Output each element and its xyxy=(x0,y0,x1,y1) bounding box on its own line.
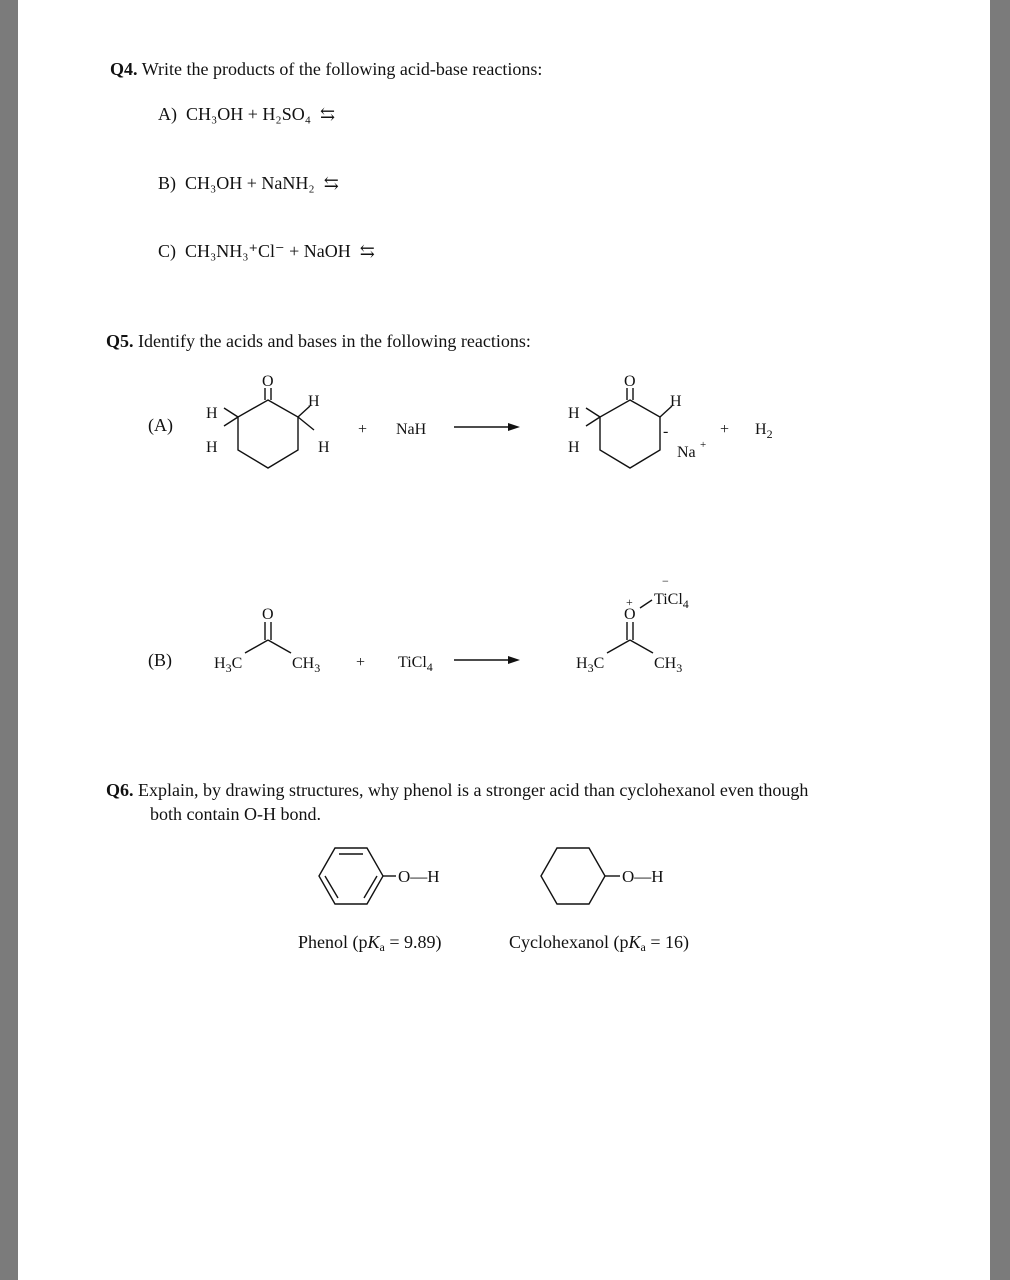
product-b-methyl-right: $CH_3$ xyxy=(654,655,683,675)
reaction-a-plus-2: + xyxy=(720,421,730,438)
q4-prompt: Write the products of the following acid-base reactions: xyxy=(141,59,543,79)
equilibrium-arrow-icon: ⇆ xyxy=(323,173,339,193)
product-a-sodium-charge: + xyxy=(700,439,707,451)
cyclohexanol-hydroxyl: O—H xyxy=(622,867,664,886)
cyclohexane-ring xyxy=(600,400,660,468)
q4-reaction-b-text: CH₃OH + NaNH₂ xyxy=(185,173,315,193)
reactant-a-oxygen: O xyxy=(262,373,274,390)
phenol-hydroxyl: O—H xyxy=(398,867,440,886)
worksheet-page xyxy=(18,0,990,1280)
q4-reaction-c-text: CH₃NH₃⁺Cl⁻ + NaOH xyxy=(185,241,351,261)
q6-prompt-line2: both contain O-H bond. xyxy=(150,804,321,824)
acetone-reactant-structure xyxy=(245,622,291,653)
cyclohexane-ring xyxy=(238,400,298,468)
phenol-structure xyxy=(319,848,396,904)
q5-number: Q5. xyxy=(106,331,134,351)
phenol-caption: Phenol $(pK_a = 9.89)$ xyxy=(298,932,442,954)
equilibrium-arrow-icon: ⇆ xyxy=(320,104,336,124)
benzene-ring xyxy=(319,848,383,904)
reactant-b-oxygen: O xyxy=(262,606,274,623)
reactant-a-h4: H xyxy=(318,439,330,456)
reaction-b-plus: + xyxy=(356,654,366,671)
reaction-a-reagent: NaH xyxy=(396,421,427,438)
reactant-b-methyl-left: $H_3C$ xyxy=(214,655,243,675)
product-a-oxygen: O xyxy=(624,373,636,390)
q6-number: Q6. xyxy=(106,780,134,800)
product-a-h1: H xyxy=(568,405,580,422)
product-a-sodium: Na xyxy=(677,444,696,461)
q5-reaction-a-label: (A) xyxy=(148,415,173,435)
product-b-methyl-left: $H_3C$ xyxy=(576,655,605,675)
reaction-b-arrow xyxy=(454,656,520,664)
product-b-oxygen: O xyxy=(624,606,636,623)
q6-prompt-line1: Explain, by drawing structures, why phenol is a stronger acid than cyclohexanol even though xyxy=(138,780,809,800)
reactant-b-methyl-right: $CH_3$ xyxy=(292,655,321,675)
reaction-a-plus-1: + xyxy=(358,421,368,438)
reaction-a-byproduct: $H_2$ xyxy=(755,421,773,441)
q4-number: Q4. xyxy=(110,59,138,79)
cyclohexanol-structure xyxy=(541,848,620,904)
product-a-h3: H xyxy=(670,393,682,410)
equilibrium-arrow-icon: ⇆ xyxy=(359,241,375,261)
cyclohexane-ring xyxy=(541,848,605,904)
enolate-product-structure xyxy=(586,388,672,468)
reactant-a-h2: H xyxy=(206,439,218,456)
q5-prompt: Identify the acids and bases in the following reactions: xyxy=(138,331,531,351)
q4-reaction-b-label: B) xyxy=(158,173,176,193)
reactant-a-h1: H xyxy=(206,405,218,422)
product-a-h2: H xyxy=(568,439,580,456)
reaction-b-reagent: TiCl$_4$ xyxy=(398,654,433,674)
q6-heading xyxy=(106,780,808,801)
product-b-ticl4: TiCl$_4$ xyxy=(654,591,689,611)
q4-reaction-a-label: A) xyxy=(158,104,177,124)
reactant-a-h3: H xyxy=(308,393,320,410)
q5-reaction-b-label: (B) xyxy=(148,650,172,670)
product-a-carbanion-charge: - xyxy=(663,423,669,440)
cyclohexanone-reactant-structure xyxy=(224,388,314,468)
structures-canvas xyxy=(18,0,990,1280)
reaction-a-arrow xyxy=(454,423,520,431)
product-b-titanium-charge: − xyxy=(662,574,669,588)
q4-reaction-a-text: CH₃OH + H₂SO₄ xyxy=(186,104,311,124)
product-b-oxygen-charge: + xyxy=(626,595,633,609)
q4-reaction-c-label: C) xyxy=(158,241,176,261)
cyclohexanol-caption: Cyclohexanol $(pK_a = 16)$ xyxy=(509,932,689,954)
